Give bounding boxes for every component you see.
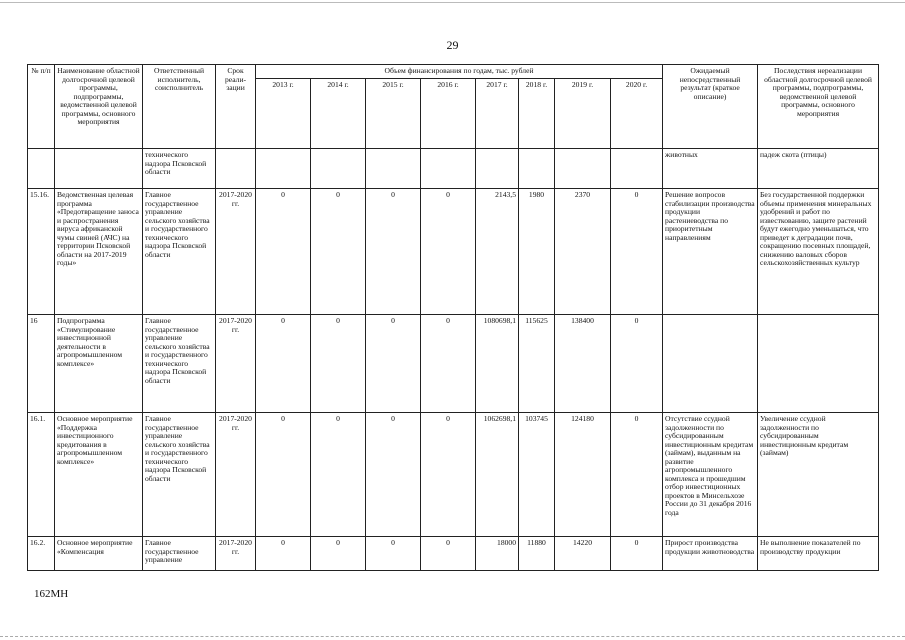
row-value: 0 xyxy=(421,413,476,537)
row-num: 15.16. xyxy=(28,189,55,315)
header-year: 2015 г. xyxy=(366,79,421,149)
row-value: 0 xyxy=(256,189,311,315)
row-value: 0 xyxy=(421,315,476,413)
header-year: 2018 г. xyxy=(519,79,555,149)
row-name: Подпрограмма «Стимулирование инвестиционной деятельности в агропромышленном комплексе» xyxy=(55,315,143,413)
row-value: 0 xyxy=(611,413,663,537)
row-value: 2370 xyxy=(555,189,611,315)
row-value: 2143,5 xyxy=(476,189,519,315)
bottom-border-line xyxy=(0,636,905,637)
row-value: 0 xyxy=(421,537,476,571)
row-value: 0 xyxy=(366,189,421,315)
row-value: 0 xyxy=(611,537,663,571)
row-value: 0 xyxy=(366,315,421,413)
row-value xyxy=(519,149,555,189)
row-num: 16.1. xyxy=(28,413,55,537)
row-value: 124180 xyxy=(555,413,611,537)
row-value xyxy=(256,149,311,189)
header-year: 2014 г. xyxy=(311,79,366,149)
row-value xyxy=(421,149,476,189)
row-consequences: Не выполнение показателей по производству продукции xyxy=(758,537,879,571)
row-consequences: Увеличение ссудной задолженности по субсидированным инвестиционным кредитам (займам) xyxy=(758,413,879,537)
row-value xyxy=(366,149,421,189)
table-row xyxy=(28,149,879,189)
row-value: 0 xyxy=(611,189,663,315)
row-executor: Главное государственное управление xyxy=(143,537,216,571)
header-executor: Ответственный исполнитель, соисполнитель xyxy=(143,65,216,149)
row-value xyxy=(555,149,611,189)
row-name: Основное мероприятие «Поддержка инвестиционного кредитования в агропромышленном комплексе» xyxy=(55,413,143,537)
row-value: 11880 xyxy=(519,537,555,571)
header-year: 2013 г. xyxy=(256,79,311,149)
header-consequences: Последствия нереализации областной долгосрочной целевой программы, подпрограммы, ведомственной целевой программы, основного мероприятия xyxy=(758,65,879,149)
row-consequences xyxy=(758,315,879,413)
row-name xyxy=(55,149,143,189)
row-value: 18000 xyxy=(476,537,519,571)
row-value: 0 xyxy=(311,315,366,413)
header-row-1 xyxy=(28,65,879,79)
header-year: 2016 г. xyxy=(421,79,476,149)
document-code: 162МН xyxy=(34,588,69,600)
row-value: 0 xyxy=(256,537,311,571)
row-value: 0 xyxy=(611,315,663,413)
row-consequences: Без государственной поддержки объемы применения минеральных удобрений и работ по известкованию, защите растений будут ежегодно уменьшаться, что приведет к деградации почв, сокращению посевных площадей, снижению валовых сборов сельскохозяйственных культур xyxy=(758,189,879,315)
row-value: 0 xyxy=(311,537,366,571)
row-value: 0 xyxy=(311,189,366,315)
row-value: 0 xyxy=(256,413,311,537)
row-result: Прирост производства продукции животноводства xyxy=(663,537,758,571)
row-value: 0 xyxy=(311,413,366,537)
row-value: 14220 xyxy=(555,537,611,571)
row-value: 0 xyxy=(366,537,421,571)
row-value xyxy=(311,149,366,189)
row-term: 2017-2020 гг. xyxy=(216,315,256,413)
row-executor: Главное государственное управление сельского хозяйства и государственного технического надзора Псковской области xyxy=(143,413,216,537)
row-value xyxy=(476,149,519,189)
row-name: Ведомственная целевая программа «Предотвращение заноса и распространения вируса африканской чумы свиней (АЧС) на территории Псковской области на 2017-2019 годы» xyxy=(55,189,143,315)
table-row xyxy=(28,189,879,315)
header-year: 2019 г. xyxy=(555,79,611,149)
row-value: 0 xyxy=(366,413,421,537)
row-num: 16.2. xyxy=(28,537,55,571)
row-executor: Главное государственное управление сельского хозяйства и государственного технического надзора Псковской области xyxy=(143,189,216,315)
row-term: 2017-2020 гг. xyxy=(216,537,256,571)
row-value: 138400 xyxy=(555,315,611,413)
row-value: 1080698,1 xyxy=(476,315,519,413)
header-num: № п/п xyxy=(28,65,55,149)
header-year: 2020 г. xyxy=(611,79,663,149)
row-num: 16 xyxy=(28,315,55,413)
row-consequences: падеж скота (птицы) xyxy=(758,149,879,189)
row-term: 2017-2020 гг. xyxy=(216,189,256,315)
header-result: Ожидаемый непосредственный результат (краткое описание) xyxy=(663,65,758,149)
page-number: 29 xyxy=(446,38,459,52)
top-border-line xyxy=(0,2,905,3)
row-name: Основное мероприятие «Компенсация xyxy=(55,537,143,571)
header-financing: Объем финансирования по годам, тыс. рублей xyxy=(256,65,663,79)
row-executor: технического надзора Псковской области xyxy=(143,149,216,189)
row-value: 0 xyxy=(421,189,476,315)
row-result: животных xyxy=(663,149,758,189)
row-num xyxy=(28,149,55,189)
row-term xyxy=(216,149,256,189)
table-row xyxy=(28,537,879,571)
row-value xyxy=(611,149,663,189)
row-value: 1980 xyxy=(519,189,555,315)
row-value: 103745 xyxy=(519,413,555,537)
row-value: 115625 xyxy=(519,315,555,413)
header-term: Срок реали-зации xyxy=(216,65,256,149)
row-result: Решение вопросов стабилизации производства продукции растениеводства по приоритетным направлениям xyxy=(663,189,758,315)
row-executor: Главное государственное управление сельского хозяйства и государственного технического надзора Псковской области xyxy=(143,315,216,413)
header-name: Наименование областной долгосрочной целевой программы, подпрограммы, ведомственной целевой программы, основного мероприятия xyxy=(55,65,143,149)
row-value: 0 xyxy=(256,315,311,413)
table-row xyxy=(28,413,879,537)
header-year: 2017 г. xyxy=(476,79,519,149)
row-term: 2017-2020 гг. xyxy=(216,413,256,537)
row-result: Отсутствие ссудной задолженности по субсидированным инвестиционным кредитам (займам), выданным на развитие агропромышленного комплекса и прошедшим отбор инвестиционных проектов в Минсельхозе России до 31 декабря 2016 года xyxy=(663,413,758,537)
financing-table xyxy=(27,64,879,571)
row-value: 1062698,1 xyxy=(476,413,519,537)
table-row xyxy=(28,315,879,413)
row-result xyxy=(663,315,758,413)
